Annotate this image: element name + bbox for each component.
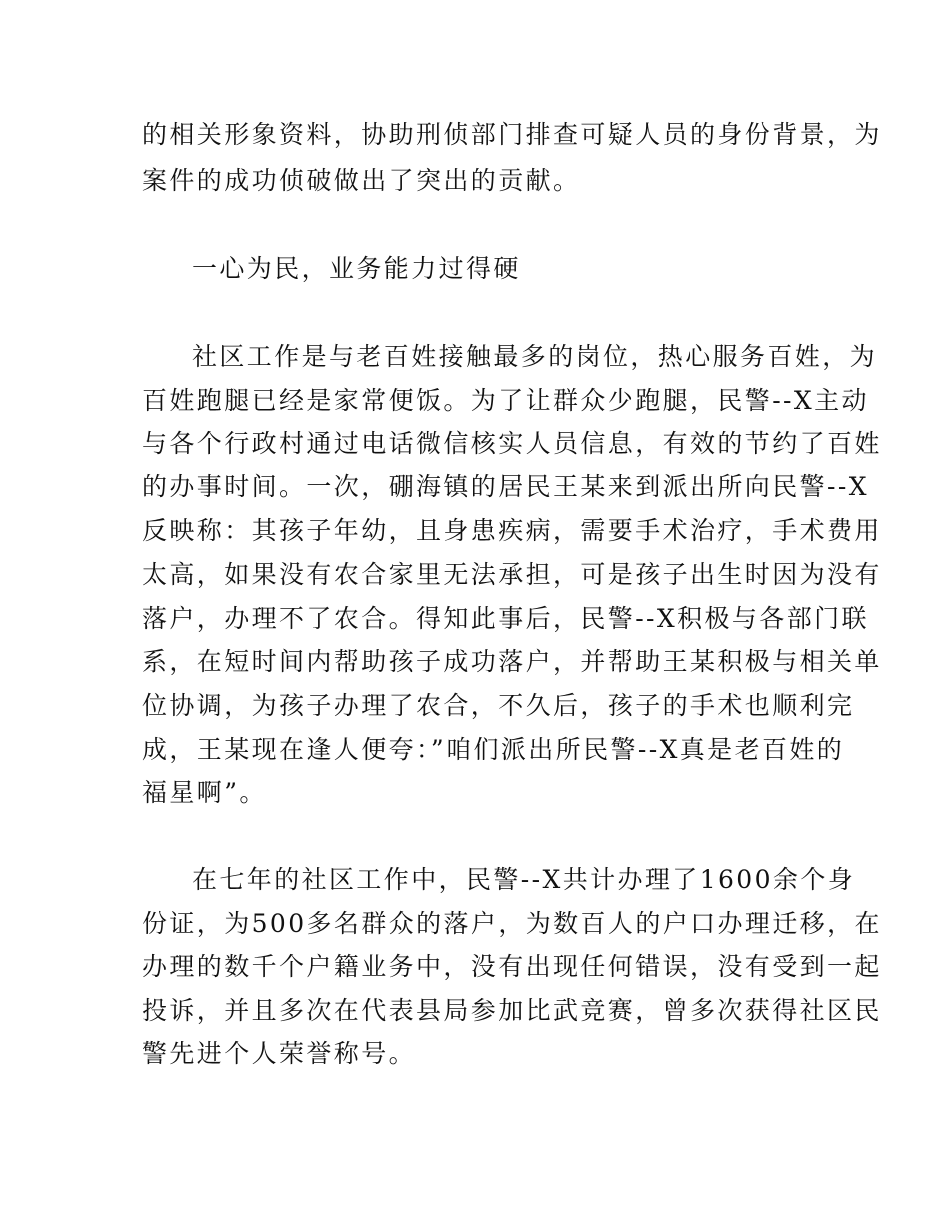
paragraph-line: 社区工作是与老百姓接触最多的岗位，热心服务百姓，为: [192, 342, 878, 371]
paragraph-line: 位协调，为孩子办理了农合，不久后，孩子的手术也顺利完: [142, 691, 855, 720]
paragraph-line: 反映称：其孩子年幼，且身患疾病，需要手术治疗，手术费用: [142, 516, 882, 545]
paragraph-line: 太高，如果没有农合家里无法承担，可是孩子出生时因为没有: [142, 560, 882, 589]
paragraph-line: 在七年的社区工作中，民警--X共计办理了1600余个身: [192, 865, 856, 894]
paragraph-line: 办理的数千个户籍业务中，没有出现任何错误，没有受到一起: [142, 952, 882, 981]
paragraph-line: 案件的成功侦破做出了突出的贡献。: [142, 166, 581, 195]
paragraph-line: 成，王某现在逢人便夸：”咱们派出所民警--X真是老百姓的: [142, 735, 845, 764]
paragraph-line: 警先进个人荣誉称号。: [142, 1039, 417, 1068]
paragraph-line: 系，在短时间内帮助孩子成功落户，并帮助王某积极与相关单: [142, 647, 882, 676]
paragraph-line: 的办事时间。一次，硼海镇的居民王某来到派出所向民警--X: [142, 472, 869, 501]
paragraph-line: 福星啊”。: [142, 778, 267, 807]
paragraph-line: 落户，办理不了农合。得知此事后，民警--X积极与各部门联: [142, 604, 869, 633]
paragraph-line: 的相关形象资料，协助刑侦部门排查可疑人员的身份背景，为: [142, 120, 882, 149]
paragraph-line: 百姓跑腿已经是家常便饭。为了让群众少跑腿，民警--X主动: [142, 386, 869, 415]
paragraph-line: 与各个行政村通过电话微信核实人员信息，有效的节约了百姓: [142, 429, 882, 458]
section-heading: 一心为民，业务能力过得硬: [192, 254, 521, 283]
paragraph-line: 投诉，并且多次在代表县局参加比武竞赛，曾多次获得社区民: [142, 996, 882, 1025]
paragraph-line: 份证，为500多名群众的落户，为数百人的户口办理迁移，在: [142, 909, 882, 938]
